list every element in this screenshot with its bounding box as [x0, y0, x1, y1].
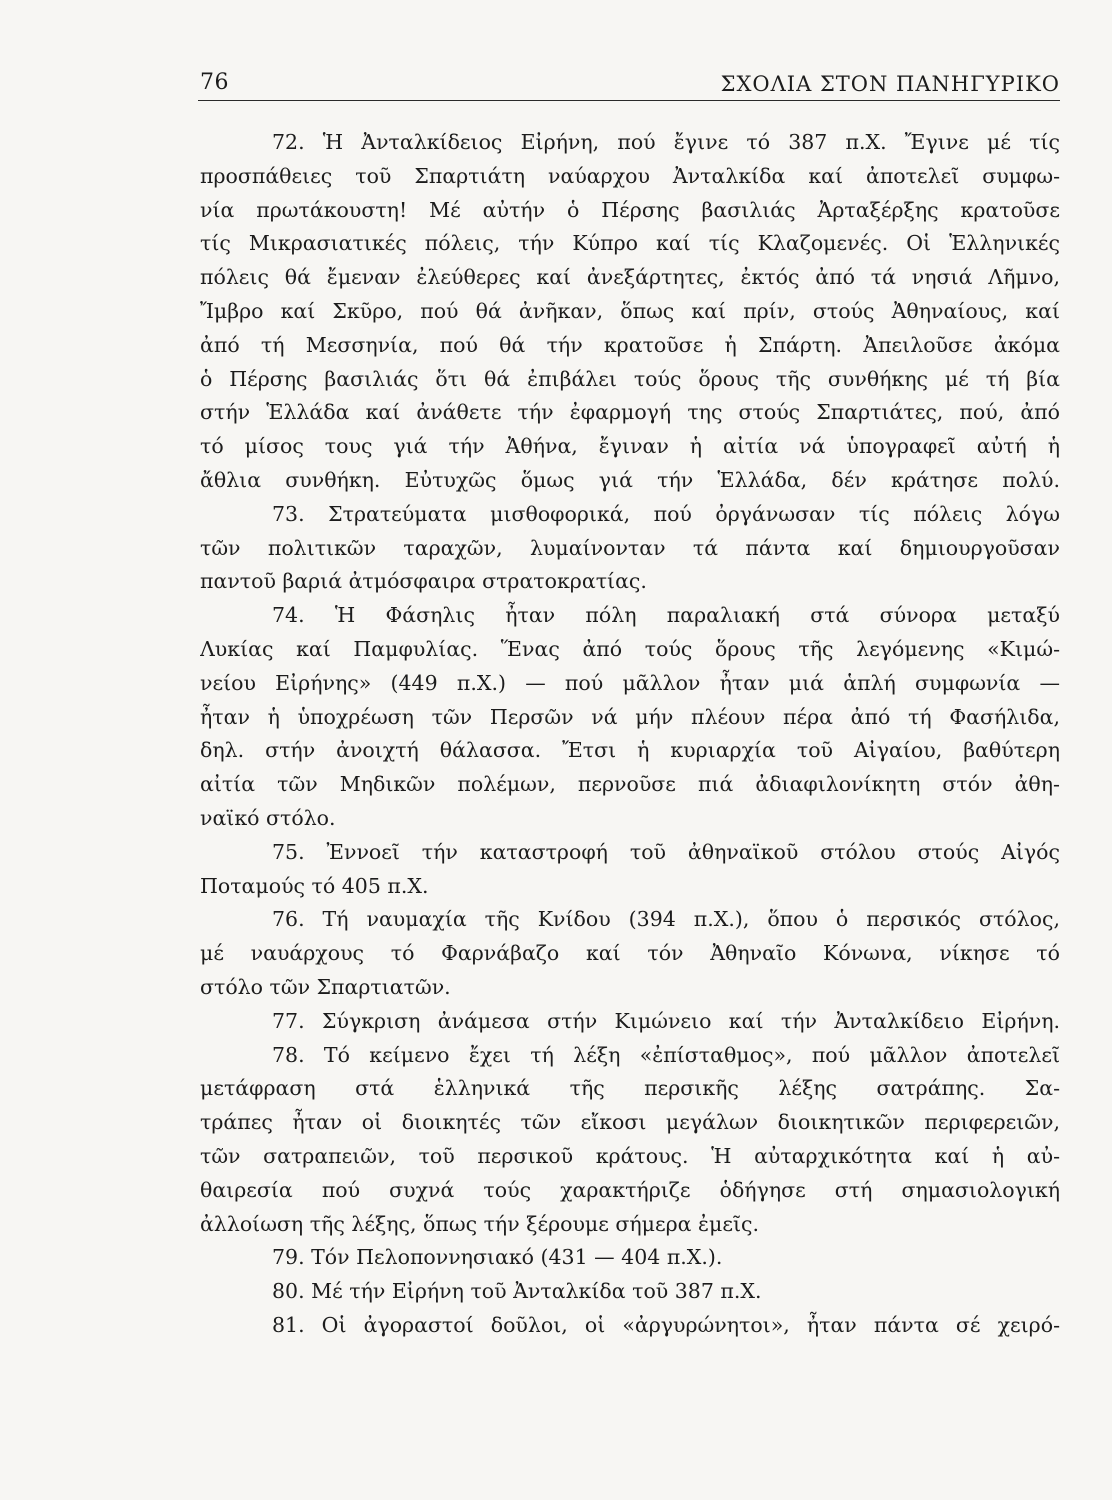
text-line: ναϊκό στόλο. — [200, 805, 336, 830]
text-line: δηλ. στήν ἀνοιχτή θάλασσα. Ἔτσι ἡ κυριαρχία τοῦ Αἰγαίου, βαθύτερη — [200, 738, 1060, 763]
text-line: στήν Ἑλλάδα καί ἀνάθετε τήν ἐφαρμογή της στούς Σπαρτιάτες, πού, ἀπό — [200, 400, 1060, 425]
text-line: ἄθλια συνθήκη. Εὐτυχῶς ὅμως γιά τήν Ἑλλάδα, δέν κράτησε πολύ. — [200, 467, 1060, 492]
text-line: τό μίσος τους γιά τήν Ἀθήνα, ἔγιναν ἡ αἰτία νά ὑπογραφεῖ αὐτή ἡ — [200, 434, 1060, 459]
text-line: τῶν πολιτικῶν ταραχῶν, λυμαίνονταν τά πάντα καί δημιουργοῦσαν — [200, 535, 1060, 560]
text-line: μετάφραση στά ἑλληνικά τῆς περσικῆς λέξης σατράπης. Σα- — [200, 1076, 1060, 1101]
text-line: νία πρωτάκουστη! Μέ αὐτήν ὁ Πέρσης βασιλιάς Ἀρταξέρξης κρατοῦσε — [200, 197, 1060, 222]
text-line: Ἴμβρο καί Σκῦρο, πού θά ἀνῆκαν, ὅπως καί πρίν, στούς Ἀθηναίους, καί — [200, 298, 1060, 323]
note-79-line: 79. Τόν Πελοποννησιακό (431 — 404 π.Χ.). — [272, 1245, 723, 1270]
text-line: προσπάθειες τοῦ Σπαρτιάτη ναύαρχου Ἀνταλκίδα καί ἀποτελεῖ συμφω- — [200, 163, 1060, 188]
note-80-line: 80. Μέ τήν Εἰρήνη τοῦ Ἀνταλκίδα τοῦ 387 π.Χ. — [272, 1279, 762, 1304]
note-81-line: 81. Οἱ ἀγοραστοί δοῦλοι, οἱ «ἀργυρώνητοι», ἦταν πάντα σέ χειρό- — [272, 1312, 1060, 1337]
page-header — [198, 68, 1060, 101]
note-77-line: 77. Σύγκριση ἀνάμεσα στήν Κιμώνειο καί τήν Ἀνταλκίδειο Εἰρήνη. — [272, 1008, 1060, 1033]
text-line: μέ ναυάρχους τό Φαρνάβαζο καί τόν Ἀθηναῖο Κόνωνα, νίκησε τό — [200, 941, 1060, 966]
text-line: θαιρεσία πού συχνά τούς χαρακτήριζε ὁδήγησε στή σημασιολογική — [200, 1177, 1060, 1202]
note-74-line: 74. Ἡ Φάσηλις ἦταν πόλη παραλιακή στά σύνορα μεταξύ — [272, 603, 1060, 628]
text-line: παντοῦ βαριά ἀτμόσφαιρα στρατοκρατίας. — [200, 569, 647, 594]
notes-body — [200, 126, 1060, 1343]
text-line: ἀπό τή Μεσσηνία, πού θά τήν κρατοῦσε ἡ Σπάρτη. Ἀπειλοῦσε ἀκόμα — [200, 332, 1060, 357]
text-line: τράπες ἦταν οἱ διοικητές τῶν εἴκοσι μεγάλων διοικητικῶν περιφερειῶν, — [200, 1110, 1060, 1135]
note-78-line: 78. Τό κείμενο ἔχει τή λέξη «ἐπίσταθμος», πού μᾶλλον ἀποτελεῖ — [272, 1042, 1060, 1067]
text-line: ὁ Πέρσης βασιλιάς ὅτι θά ἐπιβάλει τούς ὅρους τῆς συνθήκης μέ τή βία — [200, 366, 1060, 391]
note-75-line: 75. Ἐννοεῖ τήν καταστροφή τοῦ ἀθηναϊκοῦ στόλου στούς Αἰγός — [272, 839, 1060, 864]
text-line: τίς Μικρασιατικές πόλεις, τήν Κύπρο καί τίς Κλαζομενές. Οἱ Ἑλληνικές — [200, 231, 1060, 256]
text-line: ἀλλοίωση τῆς λέξης, ὅπως τήν ξέρουμε σήμερα ἐμεῖς. — [200, 1211, 760, 1236]
text-line: νείου Εἰρήνης» (449 π.Χ.) — πού μᾶλλον ἦταν μιά ἁπλή συμφωνία — — [200, 670, 1060, 695]
page-number: 76 — [200, 70, 229, 95]
text-line: ἦταν ἡ ὑποχρέωση τῶν Περσῶν νά μήν πλέουν πέρα ἀπό τή Φασήλιδα, — [200, 704, 1060, 729]
text-line: στόλο τῶν Σπαρτιατῶν. — [200, 974, 451, 999]
text-line: πόλεις θά ἔμεναν ἐλεύθερες καί ἀνεξάρτητες, ἐκτός ἀπό τά νησιά Λῆμνο, — [200, 265, 1060, 290]
running-title: ΣΧΟΛΙΑ ΣΤΟΝ ΠΑΝΗΓΥΡΙΚΟ — [720, 72, 1060, 96]
text-line: τῶν σατραπειῶν, τοῦ περσικοῦ κράτους. Ἡ αὐταρχικότητα καί ἡ αὐ- — [200, 1143, 1060, 1168]
note-76-line: 76. Τή ναυμαχία τῆς Κνίδου (394 π.Χ.), ὅπου ὁ περσικός στόλος, — [272, 907, 1060, 932]
text-line: Λυκίας καί Παμφυλίας. Ἕνας ἀπό τούς ὅρους τῆς λεγόμενης «Κιμώ- — [200, 636, 1060, 661]
text-line: αἰτία τῶν Μηδικῶν πολέμων, περνοῦσε πιά ἀδιαφιλονίκητη στόν ἀθη- — [200, 772, 1060, 797]
text-line: Ποταμούς τό 405 π.Χ. — [200, 873, 429, 898]
note-72-line: 72. Ἡ Ἀνταλκίδειος Εἰρήνη, πού ἔγινε τό 387 π.Χ. Ἔγινε μέ τίς — [272, 130, 1060, 154]
note-73-line: 73. Στρατεύματα μισθοφορικά, πού ὀργάνωσαν τίς πόλεις λόγω — [272, 501, 1060, 526]
